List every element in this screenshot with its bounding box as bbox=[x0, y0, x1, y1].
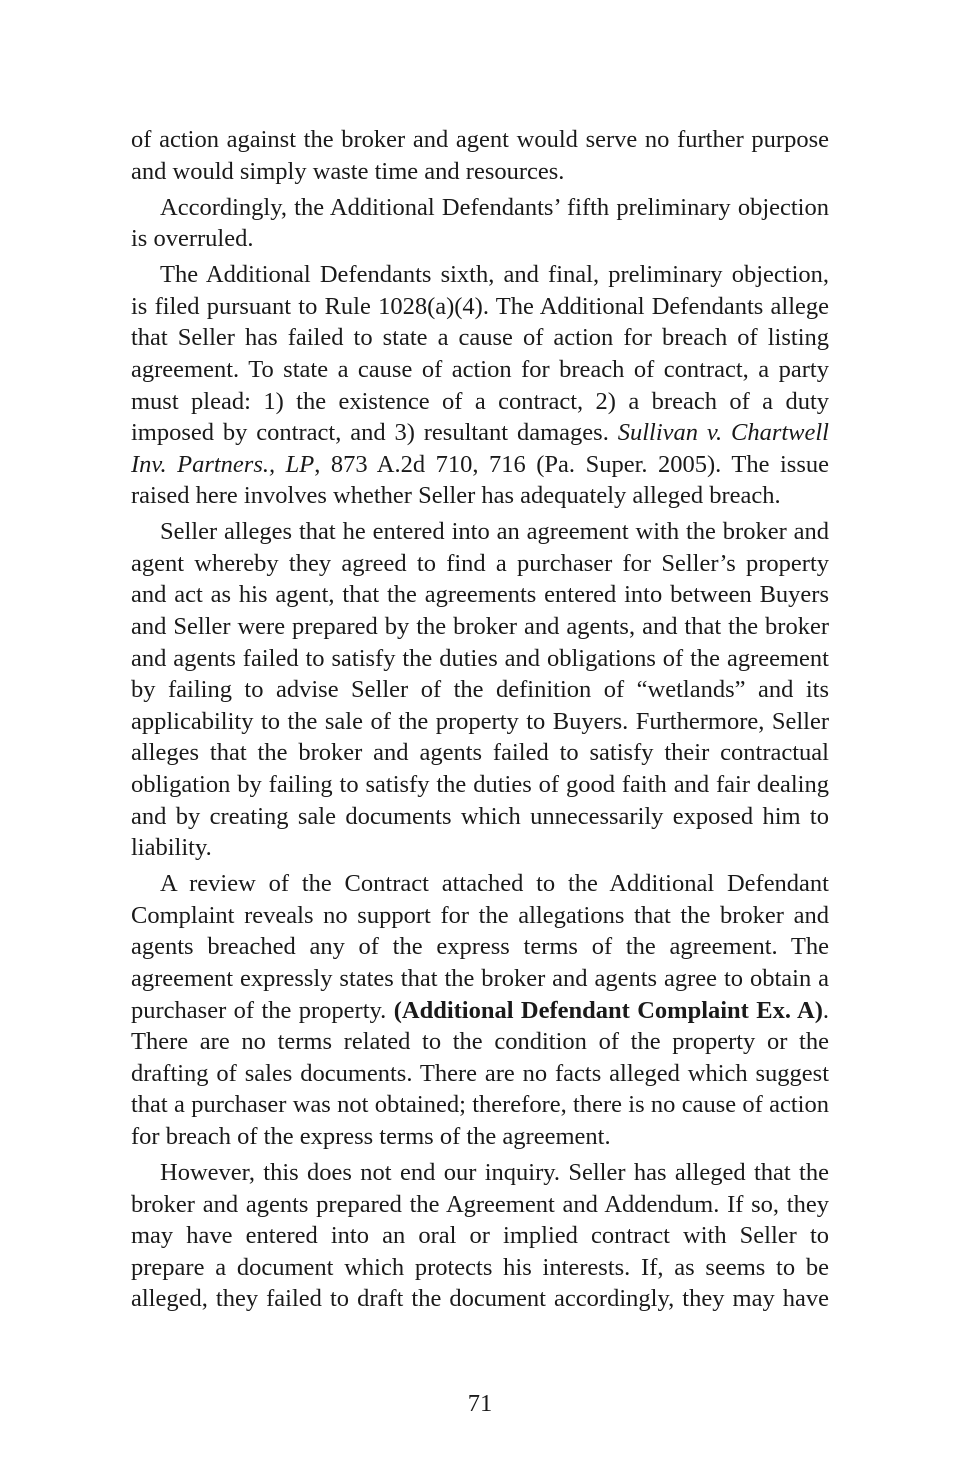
case-citation: Sullivan v. Chartwell Inv. Partners., LP bbox=[131, 419, 829, 478]
page-number: 71 bbox=[467, 1390, 493, 1417]
paragraph-text: The Additional Defendants sixth, and final, preliminary objection, is filed pursuant to Rule 1028(a)(4). The Additional Defendants allege that Seller has failed to state a cause of action for breach of listing agreement. To state a cause of action for breach of contract, a party must plead: 1) the existence of a contract, 2) a breach of a duty imposed by contract, and 3) resultant damages. bbox=[131, 261, 829, 447]
document-body bbox=[131, 124, 829, 1319]
paragraph-further-inquiry: However, this does not end our inquiry. Seller has alleged that the broker and agents prepared the Agreement and Addendum. If so, they may have entered into an oral or implied contract with Seller to prepare a document which protects his interests. If, as seems to be alleged, they failed to draft the document accordingly, they may have bbox=[131, 1158, 829, 1313]
paragraph-sixth-objection bbox=[131, 259, 829, 512]
paragraph-text: . There are no terms related to the condition of the property or the drafting of sales documents. There are no facts alleged which suggest that a purchaser was not obtained; therefore, there is no cause of action for breach of the express terms of the agreement. bbox=[131, 996, 829, 1150]
paragraph-text: , 873 A.2d 710, 716 (Pa. Super. 2005). The issue raised here involves whether Seller has adequately alleged breach. bbox=[131, 450, 829, 510]
paragraph-fifth-objection: Accordingly, the Additional Defendants’ fifth preliminary objection is overruled. bbox=[131, 193, 829, 253]
paragraph-text: A review of the Contract attached to the Additional Defendant Complaint reveals no support for the allegations that the broker and agents breached any of the express terms of the agreement. The agreement expressly states that the broker and agents agree to obtain a purchaser of the property. bbox=[131, 870, 829, 1024]
exhibit-reference: (Additional Defendant Complaint Ex. A) bbox=[393, 996, 823, 1024]
paragraph-seller-allegations: Seller alleges that he entered into an agreement with the broker and agent whereby they agreed to find a purchaser for Seller’s property and act as his agent, that the agreements entered into between Buyers and Seller were prepared by the broker and agents, and that the broker and agents failed to satisfy the duties and obligations of the agreement by failing to advise Seller of the definition of “wetlands” and its applicability to the sale of the property to Buyers. Furthermore, Seller alleges that the broker and agents failed to satisfy their contractual obligation by failing to satisfy the duties of good faith and fair dealing and by creating sale documents which unnecessarily exposed him to liability. bbox=[131, 518, 829, 862]
paragraph-contract-review bbox=[131, 868, 829, 1152]
paragraph-continuation: of action against the broker and agent would serve no further purpose and would simply waste time and resources. bbox=[131, 126, 829, 185]
